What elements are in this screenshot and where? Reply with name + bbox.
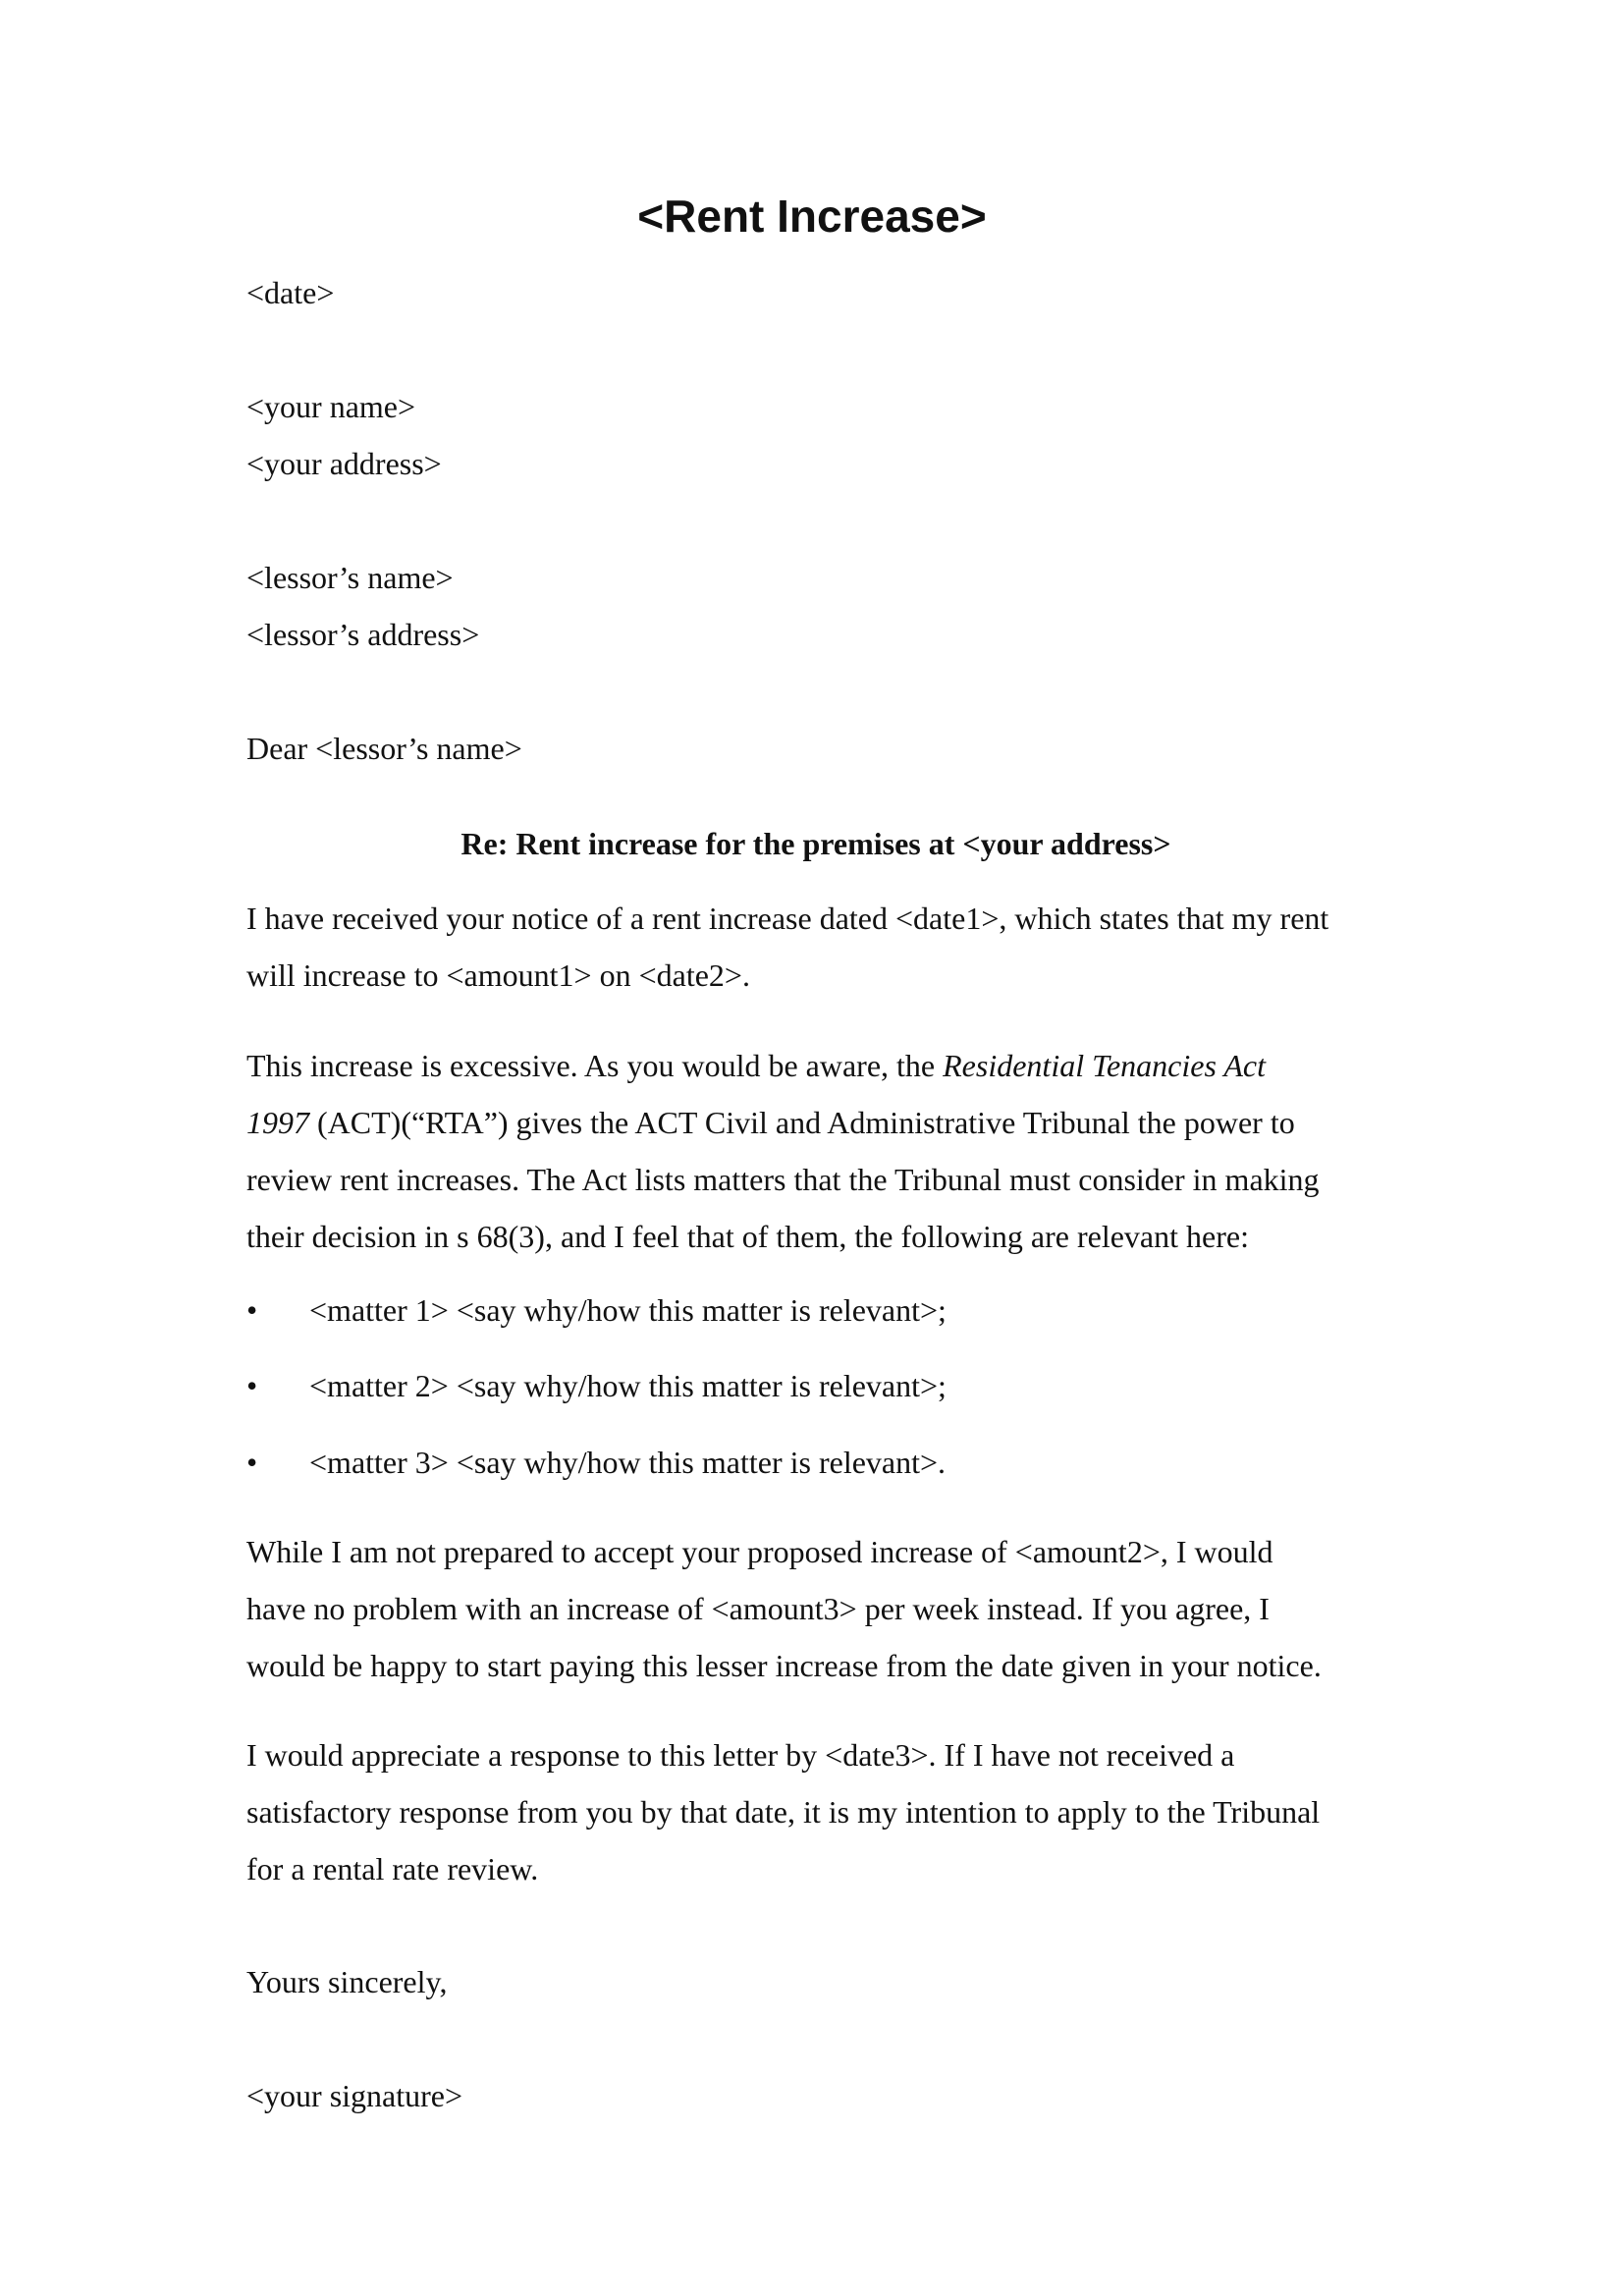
paragraph-line: would be happy to start paying this lesser increase from the date given in your notice. — [246, 1648, 1322, 1683]
recipient-address: <lessor’s address> — [246, 617, 480, 652]
text-segment: This increase is excessive. As you would be aware, the — [246, 1048, 944, 1083]
act-title-italic: Residential Tenancies Act — [943, 1048, 1266, 1083]
list-item-text: <matter 3> <say why/how this matter is relevant>. — [309, 1445, 947, 1480]
paragraph-line — [246, 1094, 1405, 1151]
closing: Yours sincerely, — [246, 1964, 448, 1999]
paragraph-line: will increase to <amount1> on <date2>. — [246, 957, 750, 993]
salutation: Dear <lessor’s name> — [246, 731, 522, 766]
paragraph-counter-offer — [246, 1523, 1405, 1694]
paragraph-line: for a rental rate review. — [246, 1851, 539, 1886]
paragraph-line — [246, 1037, 1405, 1094]
bullet-icon: • — [246, 1292, 258, 1328]
paragraph-line: While I am not prepared to accept your proposed increase of <amount2>, I would — [246, 1534, 1273, 1569]
paragraph-line: I would appreciate a response to this letter by <date3>. If I have not received a — [246, 1737, 1235, 1773]
paragraph-line: satisfactory response from you by that date, it is my intention to apply to the Tribunal — [246, 1794, 1321, 1830]
paragraph-excessive — [246, 1037, 1405, 1265]
paragraph-notice — [246, 890, 1405, 1004]
bullet-icon: • — [246, 1368, 258, 1403]
list-item-text: <matter 2> <say why/how this matter is relevant>; — [309, 1368, 947, 1403]
list-item-text: <matter 1> <say why/how this matter is relevant>; — [309, 1292, 947, 1328]
text-segment: (ACT)(“RTA”) gives the ACT Civil and Administrative Tribunal the power to — [309, 1105, 1295, 1140]
signature-placeholder: <your signature> — [246, 2078, 463, 2113]
letter-date: <date> — [246, 275, 335, 310]
paragraph-response-request — [246, 1726, 1405, 1897]
bullet-icon: • — [246, 1445, 258, 1480]
sender-address: <your address> — [246, 446, 442, 481]
paragraph-line: I have received your notice of a rent increase dated <date1>, which states that my rent — [246, 901, 1329, 936]
act-year-italic: 1997 — [246, 1105, 309, 1140]
subject-line: Re: Rent increase for the premises at <your address> — [460, 826, 1171, 861]
paragraph-line: their decision in s 68(3), and I feel that of them, the following are relevant here: — [246, 1219, 1249, 1254]
paragraph-line: review rent increases. The Act lists matters that the Tribunal must consider in making — [246, 1162, 1320, 1197]
document-title: <Rent Increase> — [637, 191, 987, 242]
paragraph-line: have no problem with an increase of <amount3> per week instead. If you agree, I — [246, 1591, 1270, 1626]
sender-name: <your name> — [246, 389, 416, 424]
recipient-name: <lessor’s name> — [246, 560, 454, 595]
